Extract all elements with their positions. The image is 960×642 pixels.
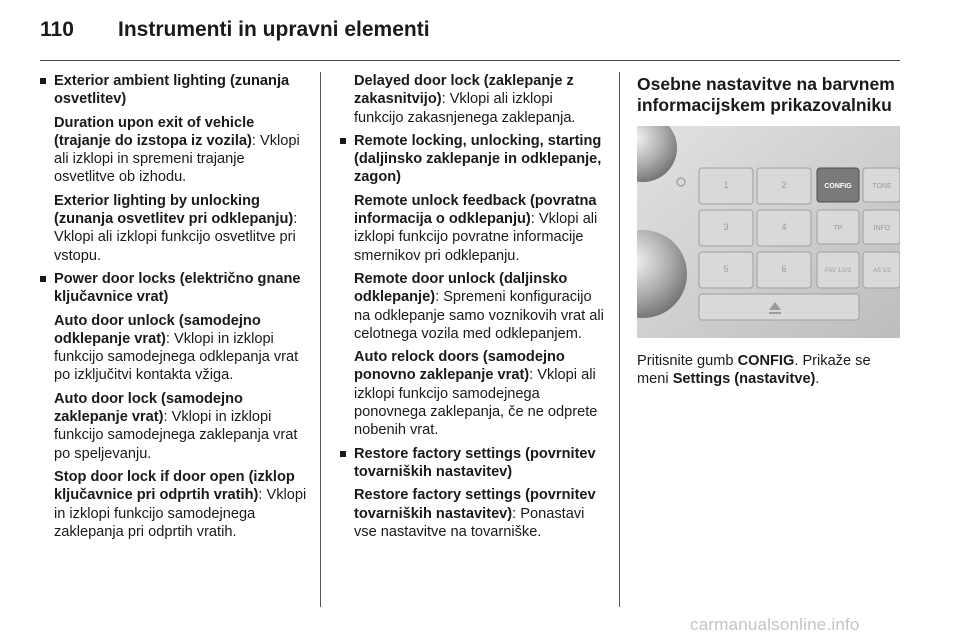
button-label-5: 5 [723,264,729,274]
bullet-restore-factory-settings [340,445,606,482]
button-label-tone: TONE [872,183,892,190]
setting-duration-exit [40,114,308,187]
instruction-text [637,352,900,389]
button-label-6: 6 [781,264,787,274]
setting-description: : Ponastavi vse nastavitve na tovarniške. [354,505,585,540]
column-3 [637,72,900,389]
setting-description: : Vklopi in izklopi funkcijo samodejnega zaklepanja vrat po speljevanju. [54,409,298,462]
setting-remote-unlock-feedback [340,192,606,265]
setting-description: : Spremeni konfiguracijo na odklepanje samo voznikovih vrat ali celotnega vozila med odklepanjem. [354,289,604,342]
setting-label: Auto relock doors (samodejno ponovno zaklepanje vrat) [354,349,565,384]
eject-button [699,294,859,320]
bullet-square-icon [40,276,46,282]
column-divider-1 [320,72,321,607]
button-label-fav: FAV 1/2/3 [825,268,851,274]
setting-auto-door-lock [40,390,308,463]
button-label-as: AS 1/2 [872,268,892,274]
button-label-1: 1 [723,180,729,190]
setting-description: : Vklopi in izklopi funkcijo samodejnega odklepanja vrat po izključitvi kontakta vžiga. [54,330,299,384]
page-title: Instrumenti in upravni elementi [118,18,430,41]
setting-description: : Vklopi ali izklopi funkcijo zakasnjenega zaklepanja. [354,91,576,126]
control-panel-photo [637,126,900,338]
bullet-heading: Restore factory settings (povrnitev tovarniških nastavitev) [354,445,596,480]
setting-description: : Vklopi in izklopi funkcijo samodejnega zaklepanja pri odprtih vratih. [54,487,307,540]
settings-label: Settings (nastavitve) [672,371,816,388]
page-header [40,14,920,50]
header-divider [40,60,900,61]
setting-description: : Vklopi ali izklopi funkcijo osvetlitve pri vstopu. [54,211,298,264]
setting-restore-factory [340,486,606,541]
bullet-exterior-ambient-lighting [40,72,308,109]
setting-label: Auto door lock (samodejno zaklepanje vrat) [54,390,243,426]
setting-label: Restore factory settings (povrnitev tovarniških nastavitev) [354,487,596,522]
setting-stop-door-lock [40,468,308,541]
page-number: 110 [40,18,74,41]
setting-label: Exterior lighting by unlocking (zunanja osvetlitev pri odklepanju) [54,192,294,228]
setting-label: Remote door unlock (daljinsko odklepanje) [354,270,568,306]
setting-description: : Vklopi ali izklopi funkcijo povratne informacije smernikov pri odklepanju. [354,211,598,264]
button-label-config: CONFIG [824,183,852,190]
bullet-heading: Exterior ambient lighting (zunanja osvetlitev) [54,73,290,108]
setting-label: Auto door unlock (samodejno odklepanje vrat) [54,312,261,347]
instruction-part: . Prikaže se meni [637,353,871,388]
setting-exterior-lighting-unlock [40,192,308,265]
instruction-part: . [815,371,820,388]
setting-auto-relock-doors [340,348,606,439]
setting-description: : Vklopi ali izklopi funkcijo samodejnega ponovnega zaklepanja, če ne odprete nobenih vrat. [354,367,598,439]
setting-description: : Vklopi ali izklopi in spremeni trajanje osvetlitve ob izhodu. [54,132,300,186]
column-2 [340,72,606,546]
section-title: Osebne nastavitve na barvnem informacijskem prikazovalniku [637,74,895,115]
column-1 [40,72,308,546]
bullet-remote-locking [340,132,606,187]
setting-remote-door-unlock [340,270,606,343]
bullet-heading: Remote locking, unlocking, starting (daljinsko zaklepanje in odklepanje, zagon) [354,132,602,186]
button-label-3: 3 [723,222,729,232]
button-label-2: 2 [781,180,787,190]
watermark: carmanualsonline.info [690,615,860,634]
button-label-tp: TP [833,225,843,232]
setting-label: Remote unlock feedback (povratna informacija o odklepanju) [354,192,597,228]
config-label: CONFIG [737,353,795,369]
bullet-square-icon [340,138,346,144]
control-panel-illustration [637,126,900,338]
setting-auto-door-unlock [40,312,308,385]
setting-delayed-door-lock [340,72,606,127]
bullet-square-icon [340,451,346,457]
setting-label: Delayed door lock (zaklepanje z zakasnitvijo) [354,73,574,108]
bullet-power-door-locks [40,270,308,307]
instruction-part: Pritisnite gumb [637,353,738,369]
bullet-heading: Power door locks (električno gnane ključavnice vrat) [54,270,301,306]
setting-label: Stop door lock if door open (izklop ključavnice pri odprtih vratih) [54,468,295,504]
column-divider-2 [619,72,620,607]
bullet-square-icon [40,78,46,84]
button-label-4: 4 [781,222,787,232]
button-label-info: INFO [873,225,891,232]
setting-label: Duration upon exit of vehicle (trajanje do izstopa iz vozila) [54,114,255,149]
